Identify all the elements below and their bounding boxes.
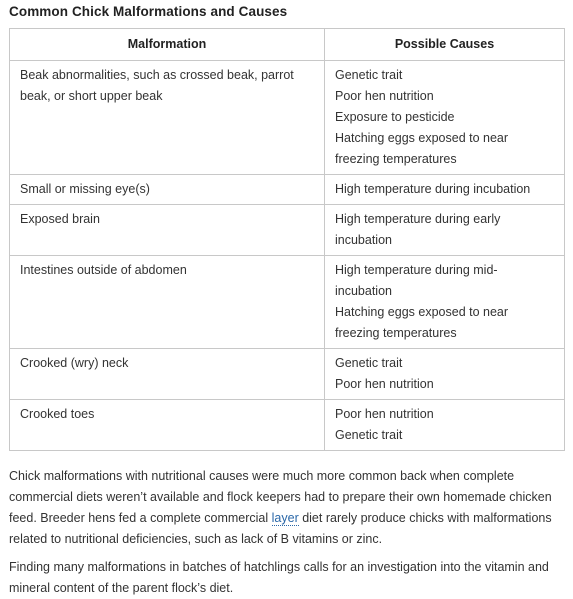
cause-item: High temperature during early incubation (335, 212, 501, 247)
table-row (10, 256, 565, 349)
cause-item: Poor hen nutrition (335, 89, 434, 103)
cause-item: Exposure to pesticide (335, 110, 455, 124)
table-row (10, 400, 565, 451)
paragraph-text: Chick malformations with nutritional causes were much more common back when complete commercial diets weren’t available and flock keepers had to prepare their own homemade chicken feed. Breeder hens fed a complete commercial (9, 469, 552, 525)
table-header-row (10, 29, 565, 61)
malformations-table (9, 28, 565, 451)
cause-item: Genetic trait (335, 68, 403, 82)
layer-link[interactable]: layer (271, 511, 299, 525)
causes-cell (325, 400, 565, 451)
malformation-cell: Intestines outside of abdomen (10, 256, 325, 349)
malformation-cell: Beak abnormalities, such as crossed beak, parrot beak, or short upper beak (10, 61, 325, 175)
table-row (10, 205, 565, 256)
causes-cell (325, 175, 565, 205)
cause-item: High temperature during mid-incubation (335, 263, 498, 298)
causes-cell (325, 205, 565, 256)
cause-item: Hatching eggs exposed to near freezing temperatures (335, 131, 509, 166)
column-header-possible-causes: Possible Causes (325, 29, 565, 61)
paragraph-text: diet rarely produce chicks with malformations related to nutritional deficiencies, such as lack of B vitamins or zinc. (9, 511, 552, 546)
causes-cell (325, 349, 565, 400)
cause-item: Genetic trait (335, 356, 403, 370)
table-row (10, 349, 565, 400)
malformation-cell: Crooked (wry) neck (10, 349, 325, 400)
malformation-cell: Exposed brain (10, 205, 325, 256)
body-paragraph (9, 466, 561, 550)
table-row (10, 61, 565, 175)
column-header-malformation: Malformation (10, 29, 325, 61)
body-paragraph: Finding many malformations in batches of hatchlings calls for an investigation into the vitamin and mineral content of the parent flock’s diet. (9, 560, 549, 595)
cause-item: Hatching eggs exposed to near freezing temperatures (335, 305, 509, 340)
malformation-cell: Crooked toes (10, 400, 325, 451)
cause-item: Poor hen nutrition (335, 377, 434, 391)
causes-cell (325, 256, 565, 349)
cause-item: Poor hen nutrition (335, 407, 434, 421)
causes-cell (325, 61, 565, 175)
table-row (10, 175, 565, 205)
malformation-cell: Small or missing eye(s) (10, 175, 325, 205)
table-title: Common Chick Malformations and Causes (9, 4, 288, 19)
cause-item: Genetic trait (335, 428, 403, 442)
cause-item: High temperature during incubation (335, 182, 531, 196)
